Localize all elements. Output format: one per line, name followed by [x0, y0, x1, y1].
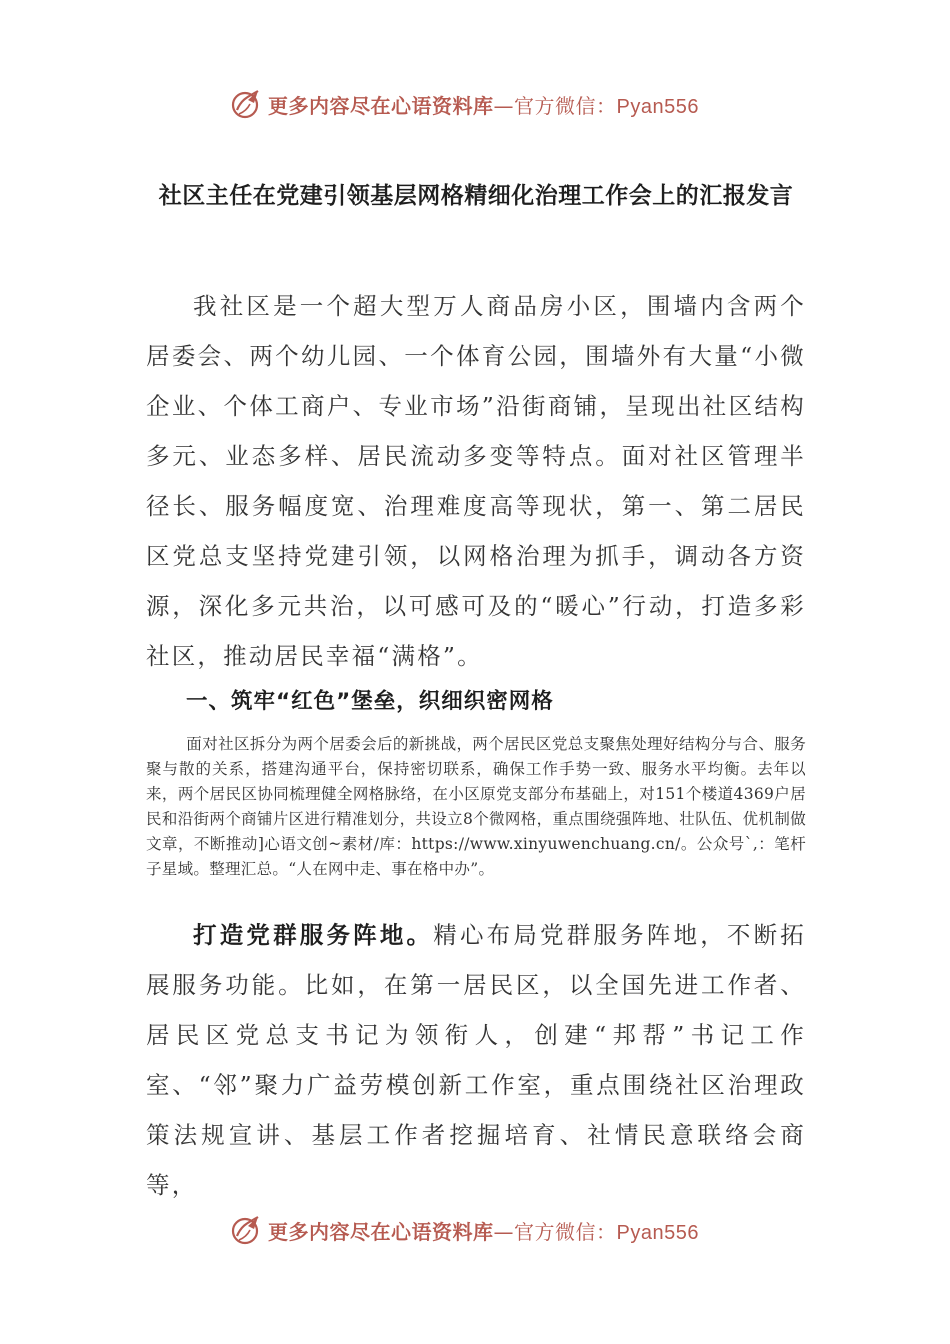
footer-watermark [228, 1210, 699, 1250]
watermark-dash: — [493, 1219, 514, 1244]
watermark-suffix: 官方微信： [514, 1219, 617, 1244]
watermark-id: Pyan556 [616, 1221, 699, 1244]
section-heading-1: 一、筑牢“红色”堡垒，织细织密网格 [186, 689, 554, 714]
watermark-id: Pyan556 [616, 95, 699, 118]
watermark-text [268, 1216, 699, 1245]
pen-nib-swirl-icon [228, 1212, 264, 1248]
watermark-text [268, 90, 699, 119]
header-watermark [228, 84, 699, 124]
paragraph-intro: 我社区是一个超大型万人商品房小区，围墙内含两个居委会、两个幼儿园、一个体育公园，围墙外有大量“小微企业、个体工商户、专业市场”沿街商铺，呈现出社区结构多元、业态多样、居民流动多变等特点。面对社区管理半径长、服务幅度宽、治理难度高等现状，第一、第二居民区党总支坚持党建引领，以网格治理为抓手，调动各方资源，深化多元共治，以可感可及的“暖心”行动，打造多彩社区，推动居民幸福“满格”。 [146, 292, 806, 670]
paragraph-body: 精心布局党群服务阵地，不断拓展服务功能。比如，在第一居民区，以全国先进工作者、居民区党总支书记为领衔人，创建“邦帮”书记工作室、“邻”聚力广益劳模创新工作室，重点围绕社区治理政策法规宣讲、基层工作者挖掘培育、社情民意联络会商等， [146, 921, 806, 1199]
watermark-main: 更多内容尽在心语资料库 [268, 93, 494, 118]
watermark-main: 更多内容尽在心语资料库 [268, 1219, 494, 1244]
paragraph-service-position [146, 910, 806, 1210]
watermark-dash: — [493, 93, 514, 118]
document-title: 社区主任在党建引领基层网格精细化治理工作会上的汇报发言 [158, 183, 794, 209]
pen-nib-swirl-icon [228, 86, 264, 122]
paragraph-lead: 打造党群服务阵地。 [193, 921, 434, 949]
watermark-suffix: 官方微信： [514, 93, 617, 118]
paragraph-network: 面对社区拆分为两个居委会后的新挑战，两个居民区党总支聚焦处理好结构分与合、服务聚与散的关系，搭建沟通平台，保持密切联系，确保工作手势一致、服务水平均衡。去年以来，两个居民区协同梳理健全网格脉络，在小区原党支部分布基础上，对151个楼道4369户居民和沿街两个商铺片区进行精准划分，共设立8个微网格，重点围绕强阵地、壮队伍、优机制做文章，不断推动]心语文创~素材/库：https://www.xinyuwenchuang.cn/。公众号`,：笔杆子星域。整理汇总。“人在网中走、事在格中办”。 [146, 735, 806, 878]
